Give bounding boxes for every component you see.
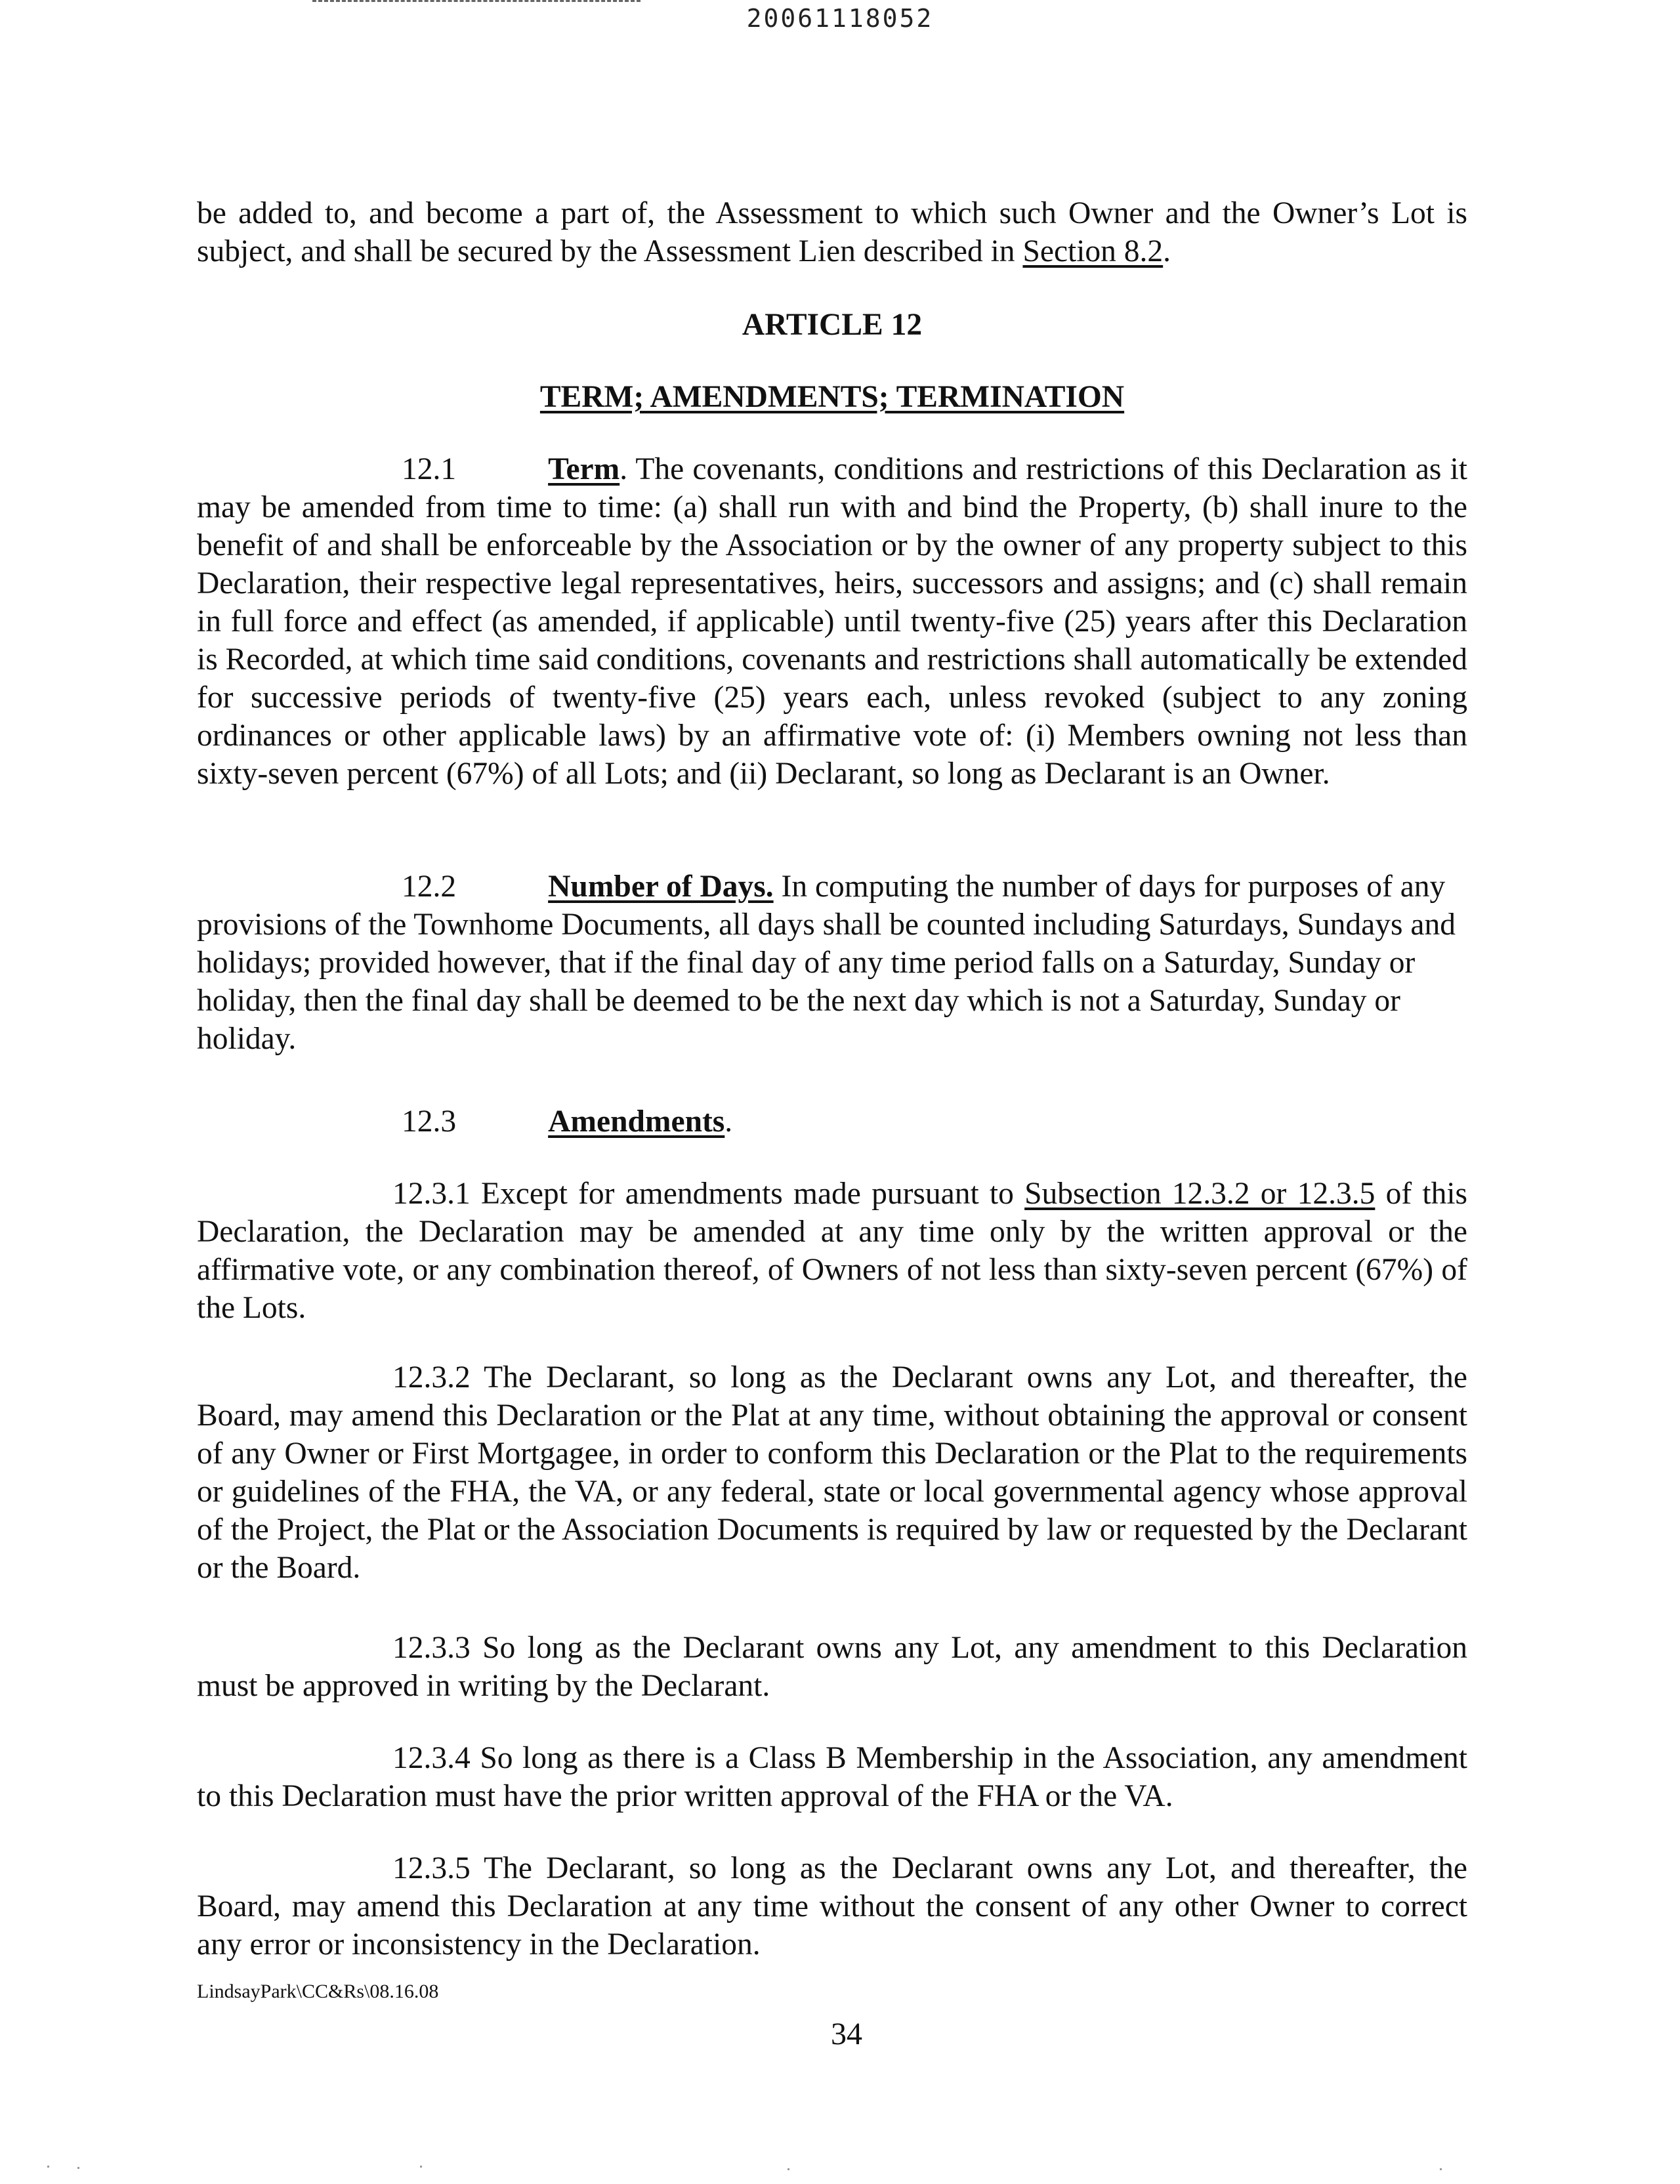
article-title: TERM; AMENDMENTS; TERMINATION <box>539 380 1125 414</box>
section-12-3-2: 12.3.2 The Declarant, so long as the Declarant owns any Lot, and thereafter, the Board, may amend this Declaration or the Plat at any time, without obtaining the approval or consent of any Owner or First Mortgagee, in order to conform this Declaration or the Plat to the requirements or guidelines of the FHA, the VA, or any federal, state or local governmental agency whose approval of the Project, the Plat or the Association Documents is required by law or requested by the Declarant or the Board. <box>197 1360 1467 1585</box>
section-heading-amendments: Amendments <box>548 1104 725 1139</box>
section-number: 12.3.2 <box>392 1360 471 1395</box>
scan-speck <box>1440 2168 1442 2170</box>
scan-speck <box>788 2168 789 2170</box>
section-8-2-reference: Section 8.2 <box>1022 234 1164 268</box>
article-number: ARTICLE 12 <box>742 308 923 342</box>
subsection-reference: Subsection 12.3.2 or 12.3.5 <box>1024 1177 1376 1211</box>
section-number: 12.2 <box>402 870 457 904</box>
scan-speck <box>77 2167 79 2169</box>
footer-file-reference: LindsayPark\CC&Rs\08.16.08 <box>197 1981 439 2002</box>
page-number: 34 <box>831 2017 862 2051</box>
section-12-3: 12.3 Amendments. <box>197 1102 1467 1141</box>
section-12-1: 12.1 Term. The covenants, conditions and restrictions of this Declaration as it may be amended from time to time: (a) shall run with and bind the Property, (b) shall inure to the benefit of and shall be enforceable by the Association or by the owner of any property subject to this Declaration, their respective legal representatives, heirs, successors and assigns; and (c) shall remain in full force and effect (as amended, if applicable) until twenty-five (25) years after this Declaration is Recorded, at which time said conditions, covenants and restrictions shall automatically be extended for successive periods of twenty-five (25) years each, unless revoked (subject to any zoning ordinances or other applicable laws) by an affirmative vote of: (i) Members owning not less than sixty-seven percent (67%) of all Lots; and (ii) Declarant, so long as Declarant is an Owner. <box>197 450 1467 793</box>
section-number: 12.3 <box>402 1104 457 1139</box>
scan-speck <box>420 2166 422 2168</box>
section-number: 12.3.4 <box>392 1741 471 1775</box>
section-number: 12.3.3 <box>392 1631 471 1665</box>
recording-number: 20061118052 <box>746 4 934 33</box>
section-12-3-5: 12.3.5 The Declarant, so long as the Declarant owns any Lot, and thereafter, the Board, may amend this Declaration at any time without the consent of any other Owner to correct any error or inconsistency in the Declaration. <box>197 1851 1467 1962</box>
section-number: 12.1 <box>402 452 457 486</box>
section-number: 12.3.1 <box>392 1177 471 1211</box>
section-12-3-1: 12.3.1 Except for amendments made pursuant to Subsection 12.3.2 or 12.3.5 of this Declaration, the Declaration may be amended at any time only by the written approval or the affirmative vote, or any combination thereof, of Owners of not less than sixty-seven percent (67%) of the Lots. <box>197 1177 1468 1325</box>
section-heading-term: Term <box>548 452 620 486</box>
section-12-3-4: 12.3.4 So long as there is a Class B Membership in the Association, any amendment to this Declaration must have the prior written approval of the FHA or the VA. <box>197 1741 1467 1813</box>
section-12-3-3: 12.3.3 So long as the Declarant owns any Lot, any amendment to this Declaration must be approved in writing by the Declarant. <box>197 1631 1467 1703</box>
scan-speck <box>47 2166 49 2168</box>
intro-paragraph: be added to, and become a part of, the Assessment to which such Owner and the Owner’s Lot is subject, and shall be secured by the Assessment Lien described in Section 8.2. <box>197 196 1467 268</box>
section-12-2: 12.2 Number of Days. In computing the number of days for purposes of any provisions of the Townhome Documents, all days shall be counted including Saturdays, Sundays and holidays; provided however, that if the final day of any time period falls on a Saturday, Sunday or holiday, then the final day shall be deemed to be the next day which is not a Saturday, Sunday or holiday. <box>197 868 1467 1058</box>
section-heading-number-of-days: Number of Days. <box>548 870 774 904</box>
section-number: 12.3.5 <box>392 1851 471 1885</box>
